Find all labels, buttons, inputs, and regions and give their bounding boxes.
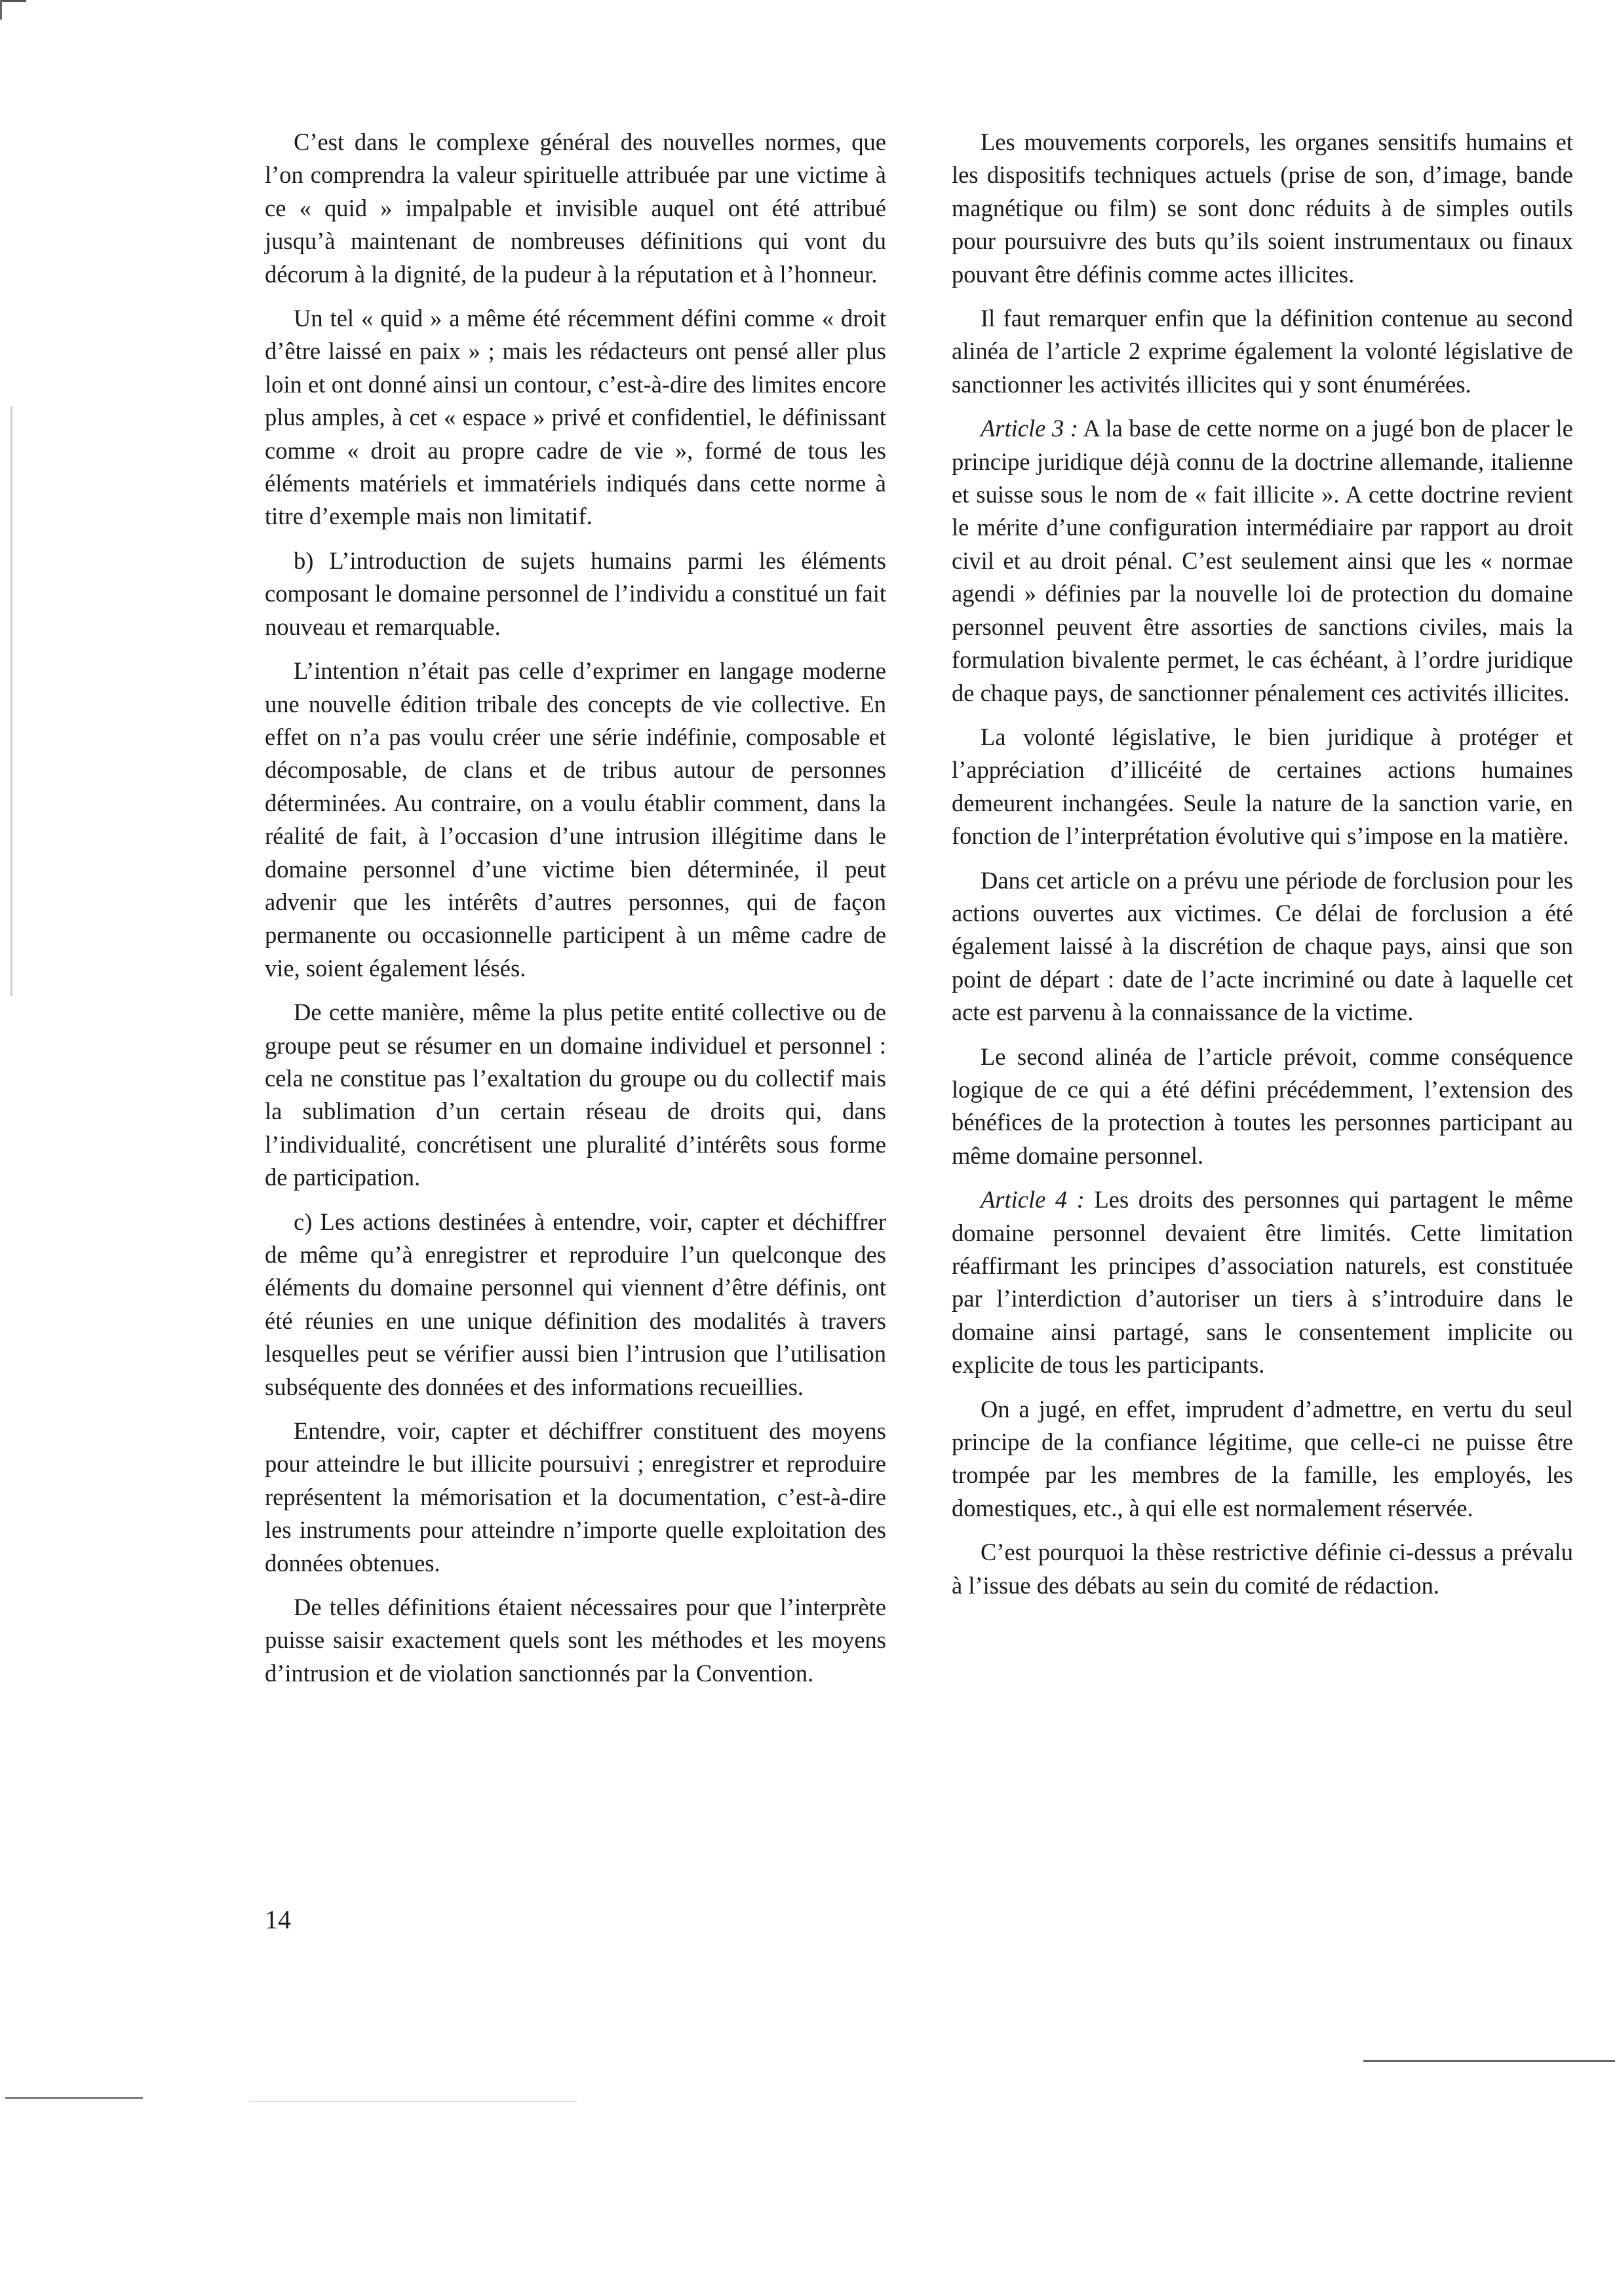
scan-mark [5,2097,143,2099]
scan-mark [249,2101,577,2102]
paragraph: La volonté législative, le bien juridique à protéger et l’appréciation d’illicéité de certaines actions humaines demeurent inchangées. Seule la nature de la sanction varie, en fonction de l’interprétation évolutive qui s’impose en la matière. [952,723,1573,850]
paragraph: Entendre, voir, capter et déchiffrer constituent des moyens pour atteindre le but illicite poursuivi ; enregistrer et reproduire représentent la mémorisation et la documentation, c’est-à-dire les instruments pour atteindre n’importe quelle exploitation des données obtenues. [265,1417,886,1577]
page-number: 14 [265,1905,291,1934]
scan-mark [1363,2060,1615,2062]
paragraph: C’est pourquoi la thèse restrictive définie ci-dessus a prévalu à l’issue des débats au sein du comité de rédaction. [952,1539,1573,1599]
paragraph: Les mouvements corporels, les organes sensitifs humains et les dispositifs techniques actuels (prise de son, d’image, bande magnétique ou film) se sont donc réduits à de simples outils pour poursuivre des buts qu’ils soient instrumentaux ou finaux pouvant être définis comme actes illicites. [952,128,1573,288]
article-4-label: Article 4 : [981,1186,1085,1214]
paragraph-article-3 [952,412,1573,710]
article-4-text: Les droits des personnes qui partagent le même domaine personnel devaient être limités. Cette limitation réaffirmant les principes d’association naturels, est constituée par l’interdiction d’autoriser un tiers à s’introduire dans le domaine ainsi partagé, sans le consentement implicite ou explicite de tous les participants. [952,1186,1573,1379]
paragraph: C’est dans le complexe général des nouvelles normes, que l’on comprendra la valeur spirituelle attribuée par une victime à ce « quid » impalpable et invisible auquel ont été attribué jusqu’à maintenant de nombreuses définitions qui vont du décorum à la dignité, de la pudeur à la réputation et à l’honneur. [265,128,886,288]
left-column [265,126,886,1701]
paragraph: L’intention n’était pas celle d’exprimer en langage moderne une nouvelle édition tribale des concepts de vie collective. En effet on n’a pas voulu créer une série indéfinie, composable et décomposable, de clans et de tribus autour de personnes déterminées. Au contraire, on a voulu établir comment, dans la réalité de fait, à l’occasion d’une intrusion illégitime dans le domaine personnel d’une victime bien déterminée, il peut advenir que les intérêts d’autres personnes, qui de façon permanente ou occasionnelle participent à un même cadre de vie, soient également lésés. [265,657,886,982]
paragraph: Un tel « quid » a même été récemment défini comme « droit d’être laissé en paix » ; mais les rédacteurs ont pensé aller plus loin et ont donné ainsi un contour, c’est-à-dire des limites encore plus amples, à cet « espace » privé et confidentiel, le définissant comme « droit au propre cadre de vie », formé de tous les éléments matériels et immatériels indiqués dans cette norme à titre d’exemple mais non limitatif. [265,305,886,530]
paragraph: On a jugé, en effet, imprudent d’admettre, en vertu du seul principe de la confiance légitime, que celle-ci ne puisse être trompée par les membres de la famille, les employés, les domestiques, etc., à qui elle est normalement réservée. [952,1395,1573,1521]
scan-mark [0,0,2,20]
right-column [952,126,1573,1613]
scan-mark [0,0,26,2]
paragraph: c) Les actions destinées à entendre, voir, capter et déchiffrer de même qu’à enregistrer et reproduire l’un quelconque des éléments du domaine personnel qui viennent d’être définis, ont été réunies en une unique définition des modalités à travers lesquelles peut se vérifier aussi bien l’intrusion que l’utilisation subséquente des données et des informations recueillies. [265,1208,886,1400]
article-3-label: Article 3 : [981,415,1078,442]
scan-edge-shadow [10,406,12,996]
paragraph-article-4 [952,1183,1573,1381]
paragraph: Il faut remarquer enfin que la définition contenue au second alinéa de l’article 2 exprime également la volonté législative de sanctionner les activités illicites qui y sont énumérées. [952,305,1573,398]
paragraph: Dans cet article on a prévu une période de forclusion pour les actions ouvertes aux victimes. Ce délai de forclusion a été également laissé à la discrétion de chaque pays, ainsi que son point de départ : date de l’acte incriminé ou date à laquelle cet acte est parvenu à la connaissance de la victime. [952,866,1573,1026]
paragraph: b) L’introduction de sujets humains parmi les éléments composant le domaine personnel de l’individu a constitué un fait nouveau et remarquable. [265,546,886,640]
article-3-text: A la base de cette norme on a jugé bon de placer le principe juridique déjà connu de la doctrine allemande, italienne et suisse sous le nom de « fait illicite ». A cette doctrine revient le mérite d’une configuration intermédiaire par rapport au droit civil et au droit pénal. C’est seulement ainsi que les « normae agendi » définies par la nouvelle loi de protection du domaine personnel peuvent être assorties de sanctions civiles, mais la formulation bivalente permet, le cas échéant, à l’ordre juridique de chaque pays, de sanctionner pénalement ces activités illicites. [952,415,1573,706]
paragraph: De cette manière, même la plus petite entité collective ou de groupe peut se résumer en un domaine individuel et personnel : cela ne constitue pas l’exaltation du groupe ou du collectif mais la sublimation d’un certain réseau de droits qui, dans l’individualité, concrétisent une pluralité d’intérêts sous forme de participation. [265,999,886,1191]
paragraph: De telles définitions étaient nécessaires pour que l’interprète puisse saisir exactement quels sont les méthodes et les moyens d’intrusion et de violation sanctionnés par la Convention. [265,1594,886,1687]
paragraph: Le second alinéa de l’article prévoit, comme conséquence logique de ce qui a été défini précédemment, l’extension des bénéfices de la protection à toutes les personnes participant au même domaine personnel. [952,1043,1573,1169]
